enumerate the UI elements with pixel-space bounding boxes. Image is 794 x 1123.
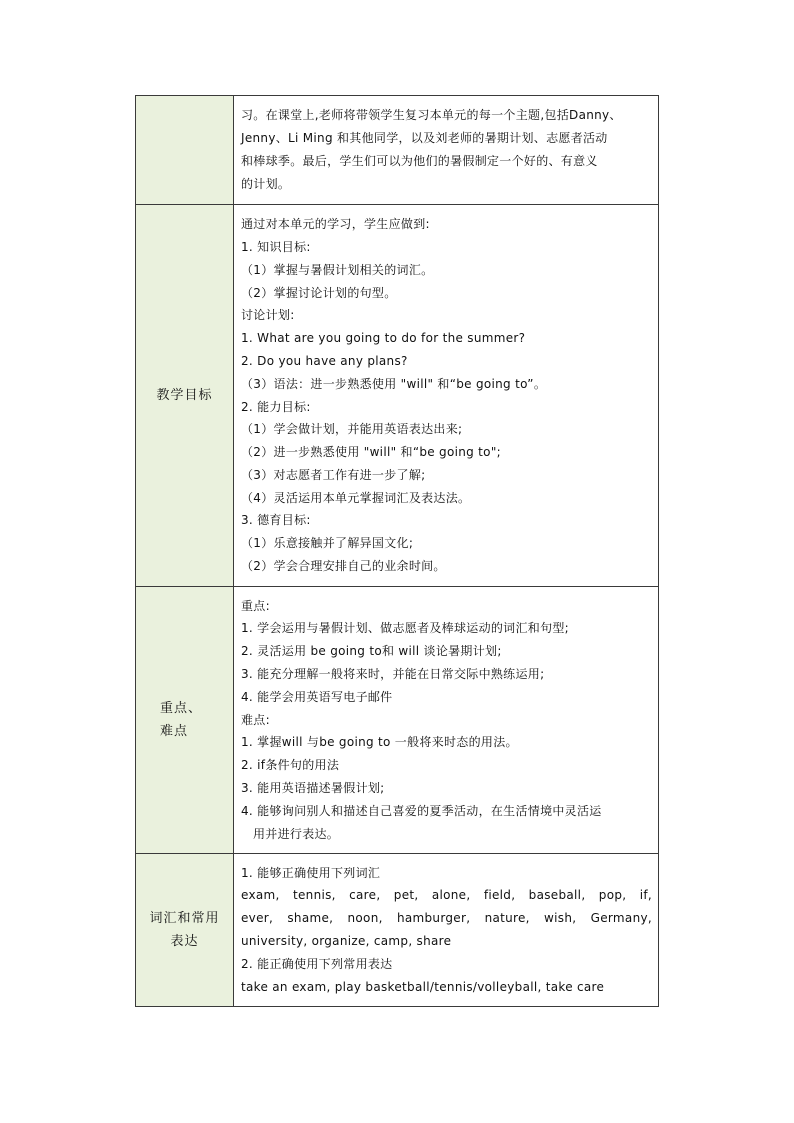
row-label: [136, 587, 234, 854]
content-line: （3）语法：进一步熟悉使用 "will" 和“be going to”。: [241, 376, 547, 391]
content-line: take an exam, play basketball/tennis/volleyball, take care: [241, 979, 605, 994]
content-line: 3. 能用英语描述暑假计划;: [241, 780, 385, 795]
content-line: （1）掌握与暑假计划相关的词汇。: [241, 262, 434, 277]
content-line: 2. 灵活运用 be going to和 will 谈论暑期计划;: [241, 644, 502, 659]
content-line: 3. 能充分理解一般将来时，并能在日常交际中熟练运用;: [241, 667, 545, 681]
content-line: 2. 能正确使用下列常用表达: [241, 956, 393, 971]
row-label-text: 表达: [170, 934, 199, 949]
content-line: 重点:: [241, 598, 270, 613]
content-line: 2. if条件句的用法: [241, 758, 340, 773]
content-line: （1）学会做计划，并能用英语表达出来;: [241, 422, 463, 437]
content-line: 4. 能学会用英语写电子邮件: [241, 689, 393, 704]
table-row: [136, 854, 659, 1007]
content-line: 1. 能够正确使用下列词汇: [241, 865, 381, 880]
content-line: 用并进行表达。: [253, 826, 340, 841]
row-content: [234, 854, 659, 1007]
row-label-text: 词汇和常用: [149, 911, 220, 926]
content-line: 2. Do you have any plans?: [241, 353, 408, 368]
content-line: 习。在课堂上,老师将带领学生复习本单元的每一个主题,包括Danny、: [241, 108, 622, 123]
content-line: university, organize, camp, share: [241, 934, 452, 948]
row-label: [136, 205, 234, 587]
content-line: 2. 能力目标:: [241, 399, 311, 414]
content-line: 1. What are you going to do for the summer?: [241, 331, 526, 346]
row-label: [136, 854, 234, 1007]
lesson-plan-table: [135, 95, 659, 1007]
row-label-text: 重点、: [160, 701, 203, 716]
table-row: [136, 587, 659, 854]
content-line: （2）掌握讨论计划的句型。: [241, 285, 397, 300]
table-row: [136, 205, 659, 587]
content-line: 1. 掌握will 与be going to 一般将来时态的用法。: [241, 735, 518, 750]
table-row: [136, 96, 659, 205]
row-label-text: 难点: [160, 724, 189, 739]
content-line: 和棒球季。最后，学生们可以为他们的暑假制定一个好的、有意义: [241, 154, 598, 168]
content-line: 1. 知识目标:: [241, 239, 311, 254]
row-content: [234, 205, 659, 587]
content-line: Jenny、Li Ming 和其他同学，以及刘老师的暑期计划、志愿者活动: [241, 131, 608, 146]
row-label: [136, 96, 234, 205]
content-line: （4）灵活运用本单元掌握词汇及表达法。: [241, 490, 471, 505]
content-line: 讨论计划:: [241, 308, 295, 323]
content-line: （3）对志愿者工作有进一步了解;: [241, 467, 426, 482]
row-label-text: 教学目标: [156, 388, 213, 403]
content-line: 难点:: [241, 712, 270, 727]
content-line: 1. 学会运用与暑假计划、做志愿者及棒球运动的词汇和句型;: [241, 621, 570, 636]
content-line: 4. 能够询问别人和描述自己喜爱的夏季活动，在生活情境中灵活运: [241, 803, 602, 818]
content-line: （2）进一步熟悉使用 "will" 和“be going to";: [241, 445, 501, 460]
row-content: [234, 587, 659, 854]
content-line: exam, tennis, care, pet, alone, field, baseball, pop, if,: [241, 888, 652, 903]
content-line: （1）乐意接触并了解异国文化;: [241, 536, 414, 551]
content-line: 的计划。: [241, 176, 291, 191]
content-line: ever, shame, noon, hamburger, nature, wish, Germany,: [241, 911, 652, 926]
row-content: [234, 96, 659, 205]
content-line: 通过对本单元的学习，学生应做到:: [241, 217, 430, 232]
content-line: 3. 德育目标:: [241, 513, 311, 528]
content-line: （2）学会合理安排自己的业余时间。: [241, 559, 446, 574]
